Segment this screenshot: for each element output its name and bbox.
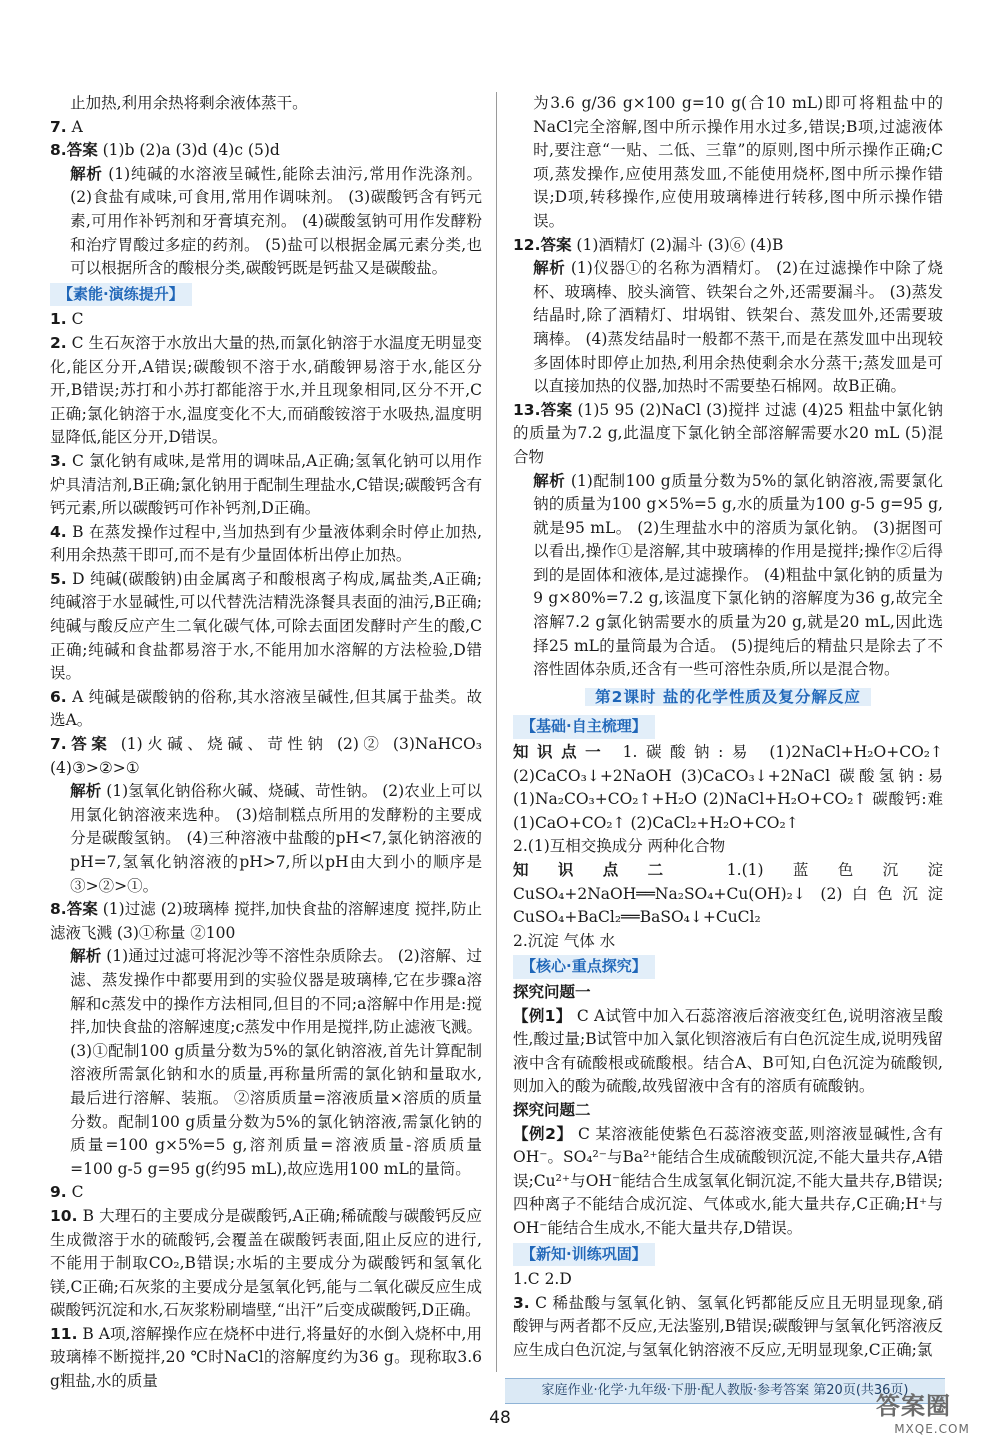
answer-text: 1.C 2.D <box>513 1270 572 1289</box>
section-heading: 【素能·演练提升】 <box>50 283 192 307</box>
watermark-logo <box>876 1392 988 1444</box>
knowledge-label: 【例2】 <box>513 1124 573 1143</box>
answer-text: (1)火碱、烧碱、苛性钠 (2)② (3)NaHCO₃ (4)③>②>① <box>50 735 482 777</box>
question-number: 9. <box>50 1183 67 1202</box>
answer-text: 止加热,利用余热将剩余液体蒸干。 <box>70 94 308 112</box>
answer-paragraph <box>513 1099 943 1123</box>
answer-label: 答案 <box>540 400 573 419</box>
answer-paragraph <box>513 1123 943 1241</box>
answer-text: (1)通过过滤可将泥沙等不溶性杂质除去。 (2)溶解、过滤、蒸发操作中都要用到的实验仪器是玻璃棒,它在步骤a溶解和c蒸发中的操作方法相同,但目的不同;a溶解中作用是:搅拌,加快食盐的溶解速度;c蒸发中作用是搅拌,防止滤液飞溅。 (3)①配制100 g质量分数为5%的氯化钠溶液,首先计算配制溶液所需氯化钠和水的质量,再称量所需的氯化钠和量取水,最后进行溶解、装瓶。 ②溶质质量=溶液质量×溶质的质量分数。配制100 g质量分数为5%的氯化钠溶液,需氯化钠的质量=100 g×5%=5 g,溶剂质量=溶液质量-溶质质量=100 g-5 g=95 g(约95 mL),故应选用100 mL的量筒。 <box>70 947 482 1178</box>
question-number: 1. <box>50 310 67 329</box>
answer-text: D 纯碱(碳酸钠)由金属离子和酸根离子构成,属盐类,A正确;纯碱溶于水显碱性,可以代替洗洁精洗涤餐具表面的油污,B正确;纯碱与酸反应产生二氧化碳气体,可除去面团发酵时产生的酸,C正确;纯碱和食盐都易溶于水,不能用加水溶解的方法检验,D错误。 <box>50 569 482 683</box>
answer-paragraph <box>513 930 943 954</box>
answer-text: 1.碳酸钠:易 (1)2NaCl+H₂O+CO₂↑ (2)CaCO₃↓+2NaOH (3)CaCO₃↓+2NaCl 碳酸氢钠:易 (1)Na₂CO₃+CO₂↑+H₂O (2)NaCl+H₂O+CO₂↑ 碳酸钙:难 (1)CaO+CO₂↑ (2)CaCl₂+H₂O+CO₂↑ <box>513 743 943 832</box>
answer-paragraph <box>513 399 943 470</box>
column-divider <box>496 92 497 1372</box>
answer-label: 答案 <box>540 235 572 254</box>
answer-paragraph <box>50 780 482 898</box>
answer-text: (1)仪器①的名称为酒精灯。 (2)在过滤操作中除了烧杯、玻璃棒、胶头滴管、铁架台之外,还需要漏斗。 (3)蒸发结晶时,除了酒精灯、坩埚钳、铁架台、蒸发皿外,还需要玻璃棒。 (4)蒸发结晶时一般都不蒸干,而是在蒸发皿中出现较多固体时即停止加热,利用余热使剩余水分蒸干;蒸发皿是可以直接加热的仪器,加热时不需要垫石棉网。故B正确。 <box>533 259 943 396</box>
answer-paragraph <box>50 686 482 733</box>
answer-label: 答案 <box>66 900 98 919</box>
answer-paragraph <box>50 521 482 568</box>
answer-paragraph <box>513 981 943 1005</box>
answer-paragraph <box>50 332 482 450</box>
answer-paragraph <box>513 1268 943 1292</box>
answer-text: (1)纯碱的水溶液呈碱性,能除去油污,常用作洗涤剂。 (2)食盐有咸味,可食用,常用作调味剂。 (3)碳酸钙含有钙元素,可用作补钙剂和牙膏填充剂。 (4)碳酸氢钠可用作发酵粉和治疗胃酸过多症的药剂。 (5)盐可以根据金属元素分类,也可以根据所含的酸根分类,碳酸钙既是钙盐又是碳酸盐。 <box>70 164 482 278</box>
answer-text: (1)酒精灯 (2)漏斗 (3)⑥ (4)B <box>571 235 784 254</box>
answer-text: (1)b (2)a (3)d (4)c (5)d <box>97 141 280 160</box>
answer-paragraph <box>50 945 482 1181</box>
answer-paragraph <box>50 568 482 686</box>
section-heading: 【基础·自主梳理】 <box>513 715 655 739</box>
answer-text: 1.(1)蓝色沉淀 CuSO₄+2NaOH══Na₂SO₄+Cu(OH)₂↓ (2)白色沉淀 CuSO₄+BaCl₂══BaSO₄↓+CuCl₂ <box>513 861 943 927</box>
lesson-title <box>513 686 943 710</box>
footer-bar: 家庭作业·化学·九年级·下册·配人教版·参考答案 第20页(共36页) <box>505 1378 945 1404</box>
answer-text: C 某溶液能使紫色石蕊溶液变蓝,则溶液显碱性,含有OH⁻。SO₄²⁻与Ba²⁺能结合生成硫酸钡沉淀,不能大量共存,A错误;Cu²⁺与OH⁻能结合生成氢氧化铜沉淀,不能大量共存,B错误;四种离子不能结合成沉淀、气体或水,能大量共存,C正确;H⁺与OH⁻能结合生成水,不能大量共存,D错误。 <box>513 1124 943 1237</box>
answer-text: C A试管中加入石蕊溶液后溶液变红色,说明溶液呈酸性,酸过量;B试管中加入氯化钡溶液后有白色沉淀生成,说明残留液中含有硫酸根或硫酸根。结合A、B可知,白色沉淀为硫酸钡,则加入的酸为硫酸,故残留液中含有的溶质有硫酸钠。 <box>513 1006 943 1096</box>
answer-text: B A项,溶解操作应在烧杯中进行,将量好的水倒入烧杯中,用玻璃棒不断搅拌,20 ℃时NaCl的溶解度约为36 g。现称取3.6 g粗盐,水的质量 <box>50 1324 482 1391</box>
answer-paragraph <box>50 1323 482 1394</box>
knowledge-label: 探究问题一 <box>513 982 591 1001</box>
question-number: 10. <box>50 1206 78 1225</box>
watermark-title: 答案圈 <box>876 1392 951 1420</box>
knowledge-label: 探究问题二 <box>513 1100 591 1119</box>
question-number: 7. <box>50 735 67 754</box>
answer-paragraph <box>513 859 943 930</box>
knowledge-label: 知识点一 <box>513 743 610 762</box>
answer-text: B 大理石的主要成分是碳酸钙,A正确;稀硫酸与碳酸钙反应生成微溶于水的硫酸钙,会覆盖在碳酸钙表面,阻止反应的进行,不能用于制取CO₂,B错误;水垢的主要成分为碳酸钙和氢氧化镁,C正确;石灰浆的主要成分是氢氧化钙,能与二氧化碳反应生成碳酸钙沉淀和水,石灰浆粉刷墙壁,“出汗”后变成碳酸钙,D正确。 <box>50 1206 482 1320</box>
answer-label: 解析 <box>533 471 566 490</box>
section-heading: 【核心·重点探究】 <box>513 955 655 979</box>
answer-text: B 在蒸发操作过程中,当加热到有少量液体剩余时停止加热,利用余热蒸干即可,而不是有少量固体析出停止加热。 <box>50 522 482 565</box>
question-number: 12. <box>513 235 541 254</box>
question-number: 8. <box>50 141 67 160</box>
answer-text: (1)过滤 (2)玻璃棒 搅拌,加快食盐的溶解速度 搅拌,防止滤液飞溅 (3)①称量 ②100 <box>50 900 482 942</box>
answer-text: C <box>66 1183 84 1202</box>
question-number: 5. <box>50 569 67 588</box>
knowledge-label: 【例1】 <box>513 1006 572 1025</box>
answer-text: 2.沉淀 气体 水 <box>513 931 616 950</box>
watermark-site: MXQE.COM <box>894 1422 970 1436</box>
answer-paragraph <box>513 1292 943 1363</box>
answer-text: A 纯碱是碳酸钠的俗称,其水溶液呈碱性,但其属于盐类。故选A。 <box>50 687 482 730</box>
answer-text: 2.(1)互相交换成分 两种化合物 <box>513 837 726 856</box>
answer-paragraph <box>50 308 482 332</box>
answer-label: 解析 <box>533 259 566 278</box>
question-number: 8. <box>50 900 67 919</box>
answer-text: A <box>66 117 83 136</box>
answer-label: 答案 <box>66 141 98 160</box>
answer-paragraph <box>513 257 943 399</box>
answer-text: C <box>66 310 84 329</box>
answer-text: (1)5 95 (2)NaCl (3)搅拌 过滤 (4)25 粗盐中氯化钠的质量为7.2 g,此温度下氯化钠全部溶解需要水20 mL (5)混合物 <box>513 400 943 466</box>
question-number: 7. <box>50 117 67 136</box>
answer-paragraph <box>50 163 482 281</box>
lesson-title-text: 第2课时 盐的化学性质及复分解反应 <box>585 688 871 706</box>
answer-paragraph <box>513 92 943 234</box>
answer-paragraph <box>50 1205 482 1323</box>
answer-text: (1)氢氧化钠俗称火碱、烧碱、苛性钠。 (2)农业上可以用氯化钠溶液来选种。 (3)焙制糕点所用的发酵粉的主要成分是碳酸氢钠。 (4)三种溶液中盐酸的pH<7,氯化钠溶液的pH=7,氢氧化钠溶液的pH>7,所以pH由大到小的顺序是③>②>①。 <box>70 782 482 895</box>
answer-paragraph <box>513 470 943 682</box>
answer-paragraph <box>50 139 482 163</box>
question-number: 4. <box>50 522 67 541</box>
answer-label: 解析 <box>70 782 102 801</box>
answer-text: C 稀盐酸与氢氧化钠、氢氧化钙都能反应且无明显现象,硝酸钾与两者都不反应,无法鉴别,B错误;碳酸钾与氢氧化钙溶液反应生成白色沉淀,与氢氧化钠溶液不反应,无明显现象,C正确;氯 <box>513 1293 943 1359</box>
answer-paragraph <box>50 450 482 521</box>
answer-paragraph <box>513 741 943 835</box>
question-number: 3. <box>513 1293 530 1312</box>
answer-text: C 生石灰溶于水放出大量的热,而氯化钠溶于水温度无明显变化,能区分开,A错误;碳酸钡不溶于水,硝酸钾易溶于水,能区分开,B错误;苏打和小苏打都能溶于水,并且现象相同,区分不开,C正确;氯化钠溶于水,温度变化不大,而硝酸铵溶于水吸热,温度明显降低,能区分开,D错误。 <box>50 333 482 447</box>
question-number: 6. <box>50 687 67 706</box>
answer-paragraph <box>513 835 943 859</box>
knowledge-label: 知识点二 <box>513 861 693 879</box>
answer-label: 答案 <box>66 735 112 754</box>
question-number: 2. <box>50 333 67 352</box>
answer-label: 解析 <box>70 947 102 966</box>
answer-paragraph <box>50 116 482 140</box>
answer-paragraph <box>50 733 482 780</box>
answer-label: 解析 <box>70 164 103 183</box>
answer-paragraph <box>513 234 943 258</box>
section-heading: 【新知·训练巩固】 <box>513 1243 655 1267</box>
page-number: 48 <box>489 1408 511 1428</box>
answer-text: (1)配制100 g质量分数为5%的氯化钠溶液,需要氯化钠的质量为100 g×5%=5 g,水的质量为100 g-5 g=95 g,就是95 mL。 (2)生理盐水中的溶质为氯化钠。 (3)据图可以看出,操作①是溶解,其中玻璃棒的作用是搅拌;操作②后得到的是固体和液体,是过滤操作。 (4)粗盐中氯化钠的质量为9 g×80%=7.2 g,该温度下氯化钠的溶解度为36 g,故完全溶解7.2 g氯化钠需要水的质量为20 g,就是20 mL,因此选择25 mL的量筒最为合适。 (5)提纯后的精盐只是除去了不溶性固体杂质,还含有一些可溶性杂质,所以是混合物。 <box>533 471 943 679</box>
right-column <box>513 92 943 1362</box>
answer-paragraph <box>50 92 482 116</box>
question-number: 3. <box>50 451 67 470</box>
left-column <box>50 92 482 1394</box>
answer-text: 为3.6 g/36 g×100 g=10 g(合10 mL)即可将粗盐中的NaCl完全溶解,图中所示操作用水过多,错误;B项,过滤液体时,要注意“一贴、二低、三靠”的原则,图中所示操作正确;C项,蒸发操作,应使用蒸发皿,不能使用烧杯,图中所示操作错误;D项,转移操作,应使用玻璃棒进行转移,图中所示操作错误。 <box>533 94 943 230</box>
answer-paragraph <box>513 1005 943 1099</box>
answer-paragraph <box>50 898 482 945</box>
answer-paragraph <box>50 1181 482 1205</box>
question-number: 11. <box>50 1324 78 1343</box>
question-number: 13. <box>513 400 541 419</box>
answer-text: C 氯化钠有咸味,是常用的调味品,A正确;氢氧化钠可以用作炉具清洁剂,B正确;氯化钠用于配制生理盐水,C错误;碳酸钙含有钙元素,所以碳酸钙可作补钙剂,D正确。 <box>50 451 482 518</box>
